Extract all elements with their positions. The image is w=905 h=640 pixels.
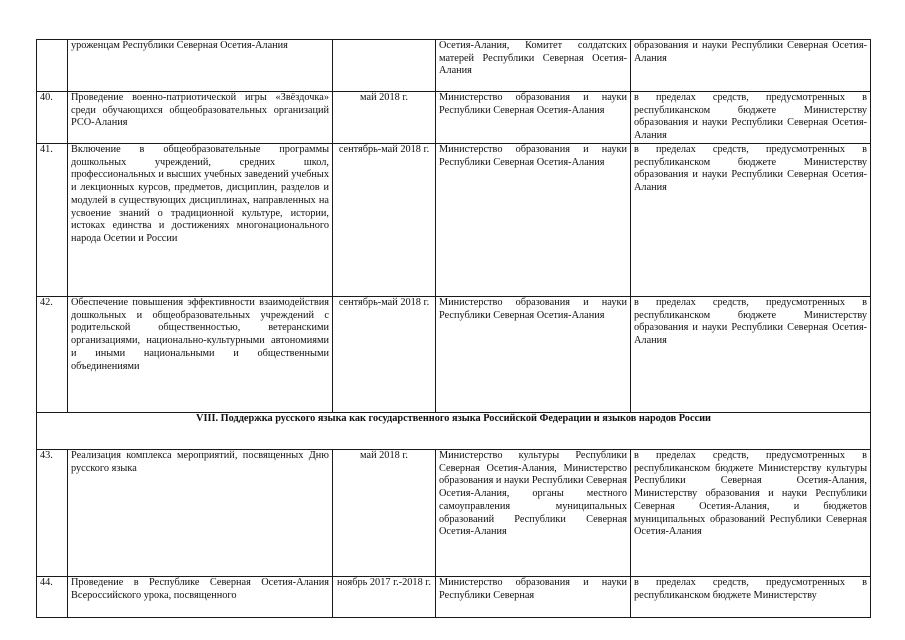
funding-source: образования и науки Республики Северная Осетия-Алания xyxy=(631,40,871,92)
table-row xyxy=(37,450,871,577)
row-number: 42. xyxy=(37,297,68,413)
responsible-organization: Министерство образования и науки Республики Северная Осетия-Алания xyxy=(436,297,631,413)
row-number: 44. xyxy=(37,577,68,618)
event-description: Реализация комплекса мероприятий, посвященных Дню русского языка xyxy=(68,450,333,577)
event-deadline: сентябрь-май 2018 г. xyxy=(333,297,436,413)
row-number xyxy=(37,40,68,92)
funding-source: в пределах средств, предусмотренных в республиканском бюджете Министерству образования и науки Республики Северная Осетия-Алания xyxy=(631,297,871,413)
funding-source: в пределах средств, предусмотренных в республиканском бюджете Министерству образования и науки Республики Северная Осетия-Алания xyxy=(631,144,871,297)
responsible-organization: Министерство образования и науки Республики Северная xyxy=(436,577,631,618)
responsible-organization: Министерство культуры Республики Северная Осетия-Алания, Министерство образования и науки Республики Северная Осетия-Алания, органы местного самоуправления муниципальных образований Республики Северная Осетия-Алания xyxy=(436,450,631,577)
event-description: Проведение военно-патриотической игры «Звёздочка» среди обучающихся общеобразовательных организаций РСО-Алания xyxy=(68,92,333,144)
action-plan-table xyxy=(36,39,871,618)
event-description: Включение в общеобразовательные программы дошкольных учреждений, средних школ, профессиональных и высших учебных заведений учебных и лекционных курсов, предметов, дисциплин, разделов и модулей в существующих дисциплинах, направленных на усвоение знаний о традиционной культуре, истории, истоках единства и достижениях многонационального народа Осетии и России xyxy=(68,144,333,297)
funding-source: в пределах средств, предусмотренных в республиканском бюджете Министерству образования и науки Республики Северная Осетия-Алания xyxy=(631,92,871,144)
event-deadline xyxy=(333,40,436,92)
row-number: 41. xyxy=(37,144,68,297)
table-row xyxy=(37,92,871,144)
event-description: Проведение в Республике Северная Осетия-Алания Всероссийского урока, посвященного xyxy=(68,577,333,618)
event-description: Обеспечение повышения эффективности взаимодействия дошкольных и общеобразовательных учреждений с родительской общественностью, ветеранскими организациями, национально-культурными автономиями и иными национальными и общественными объединениями xyxy=(68,297,333,413)
row-number: 43. xyxy=(37,450,68,577)
funding-source: в пределах средств, предусмотренных в республиканском бюджете Министерству культуры Республики Северная Осетия-Алания, Министерству образования и науки Республики Северная Осетия-Алания, и бюджетов муниципальных образований Республики Северная Осетия-Алания xyxy=(631,450,871,577)
section-heading-row xyxy=(37,413,871,450)
table-row xyxy=(37,577,871,618)
table-row xyxy=(37,144,871,297)
table-row xyxy=(37,40,871,92)
responsible-organization: Министерство образования и науки Республики Северная Осетия-Алания xyxy=(436,92,631,144)
responsible-organization: Осетия-Алания, Комитет солдатских матерей Республики Северная Осетия-Алания xyxy=(436,40,631,92)
funding-source: в пределах средств, предусмотренных в республиканском бюджете Министерству xyxy=(631,577,871,618)
event-description: уроженцам Республики Северная Осетия-Алания xyxy=(68,40,333,92)
section-heading: VIII. Поддержка русского языка как государственного языка Российской Федерации и языков народов России xyxy=(37,413,871,450)
event-deadline: сентябрь-май 2018 г. xyxy=(333,144,436,297)
row-number: 40. xyxy=(37,92,68,144)
event-deadline: ноябрь 2017 г.-2018 г. xyxy=(333,577,436,618)
table-row xyxy=(37,297,871,413)
responsible-organization: Министерство образования и науки Республики Северная Осетия-Алания xyxy=(436,144,631,297)
event-deadline: май 2018 г. xyxy=(333,450,436,577)
event-deadline: май 2018 г. xyxy=(333,92,436,144)
